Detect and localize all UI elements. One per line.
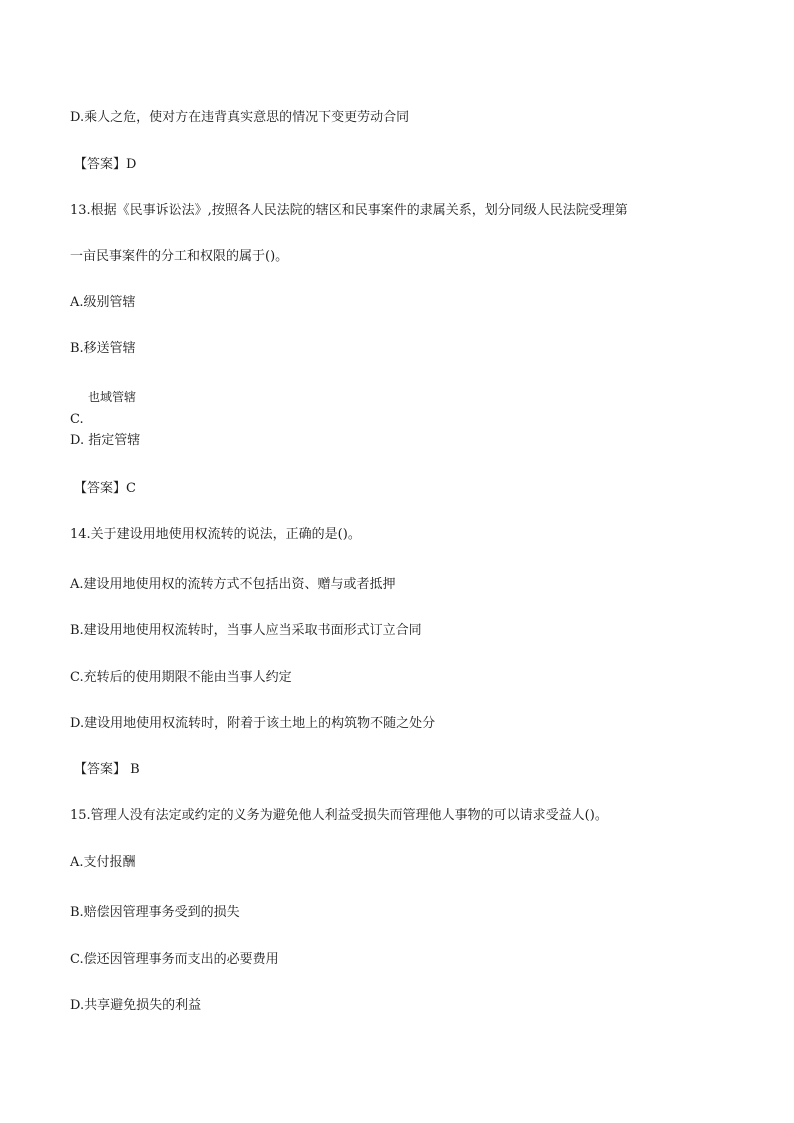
- q13-option-a: A.级别管辖: [70, 295, 136, 310]
- q14-option-d: D.建设用地使用权流转时，附着于该土地上的构筑物不随之处分: [70, 716, 436, 731]
- q15-option-b: B.赔偿因管理事务受到的损失: [70, 905, 240, 920]
- q14-stem: 14.关于建设用地使用权流转的说法，正确的是()。: [70, 527, 361, 542]
- q13-option-d: D. 指定管辖: [70, 433, 141, 448]
- q13-stem-line2: 一亩民事案件的分工和权限的属于()。: [70, 249, 289, 264]
- q12-answer: 【答案】D: [74, 157, 137, 172]
- q13-option-b: B.移送管辖: [70, 341, 136, 356]
- q13-option-c-text: 也域管辖: [88, 390, 137, 404]
- q15-stem: 15.管理人没有法定或约定的义务为避免他人利益受损失而管理他人事物的可以请求受益人()。: [70, 808, 608, 823]
- q15-option-a: A.支付报酬: [70, 855, 136, 870]
- q13-stem-line1: 13.根据《民事诉讼法》,按照各人民法院的辖区和民事案件的隶属关系，划分同级人民法院受理第: [70, 203, 628, 218]
- q12-option-d: D.乘人之危，使对方在违背真实意思的情况下变更劳动合同: [70, 110, 410, 125]
- q14-option-a: A.建设用地使用权的流转方式不包括出资、赠与或者抵押: [70, 577, 396, 592]
- q13-option-c-letter: C.: [70, 412, 84, 427]
- q13-answer: 【答案】C: [74, 481, 136, 496]
- q14-option-b: B.建设用地使用权流转时，当事人应当采取书面形式订立合同: [70, 623, 422, 638]
- q15-option-d: D.共享避免损失的利益: [70, 998, 202, 1013]
- q15-option-c: C.偿还因管理事务而支出的必要费用: [70, 952, 279, 967]
- q14-answer: 【答案】 B: [74, 762, 140, 777]
- q14-option-c: C.充转后的使用期限不能由当事人约定: [70, 670, 292, 685]
